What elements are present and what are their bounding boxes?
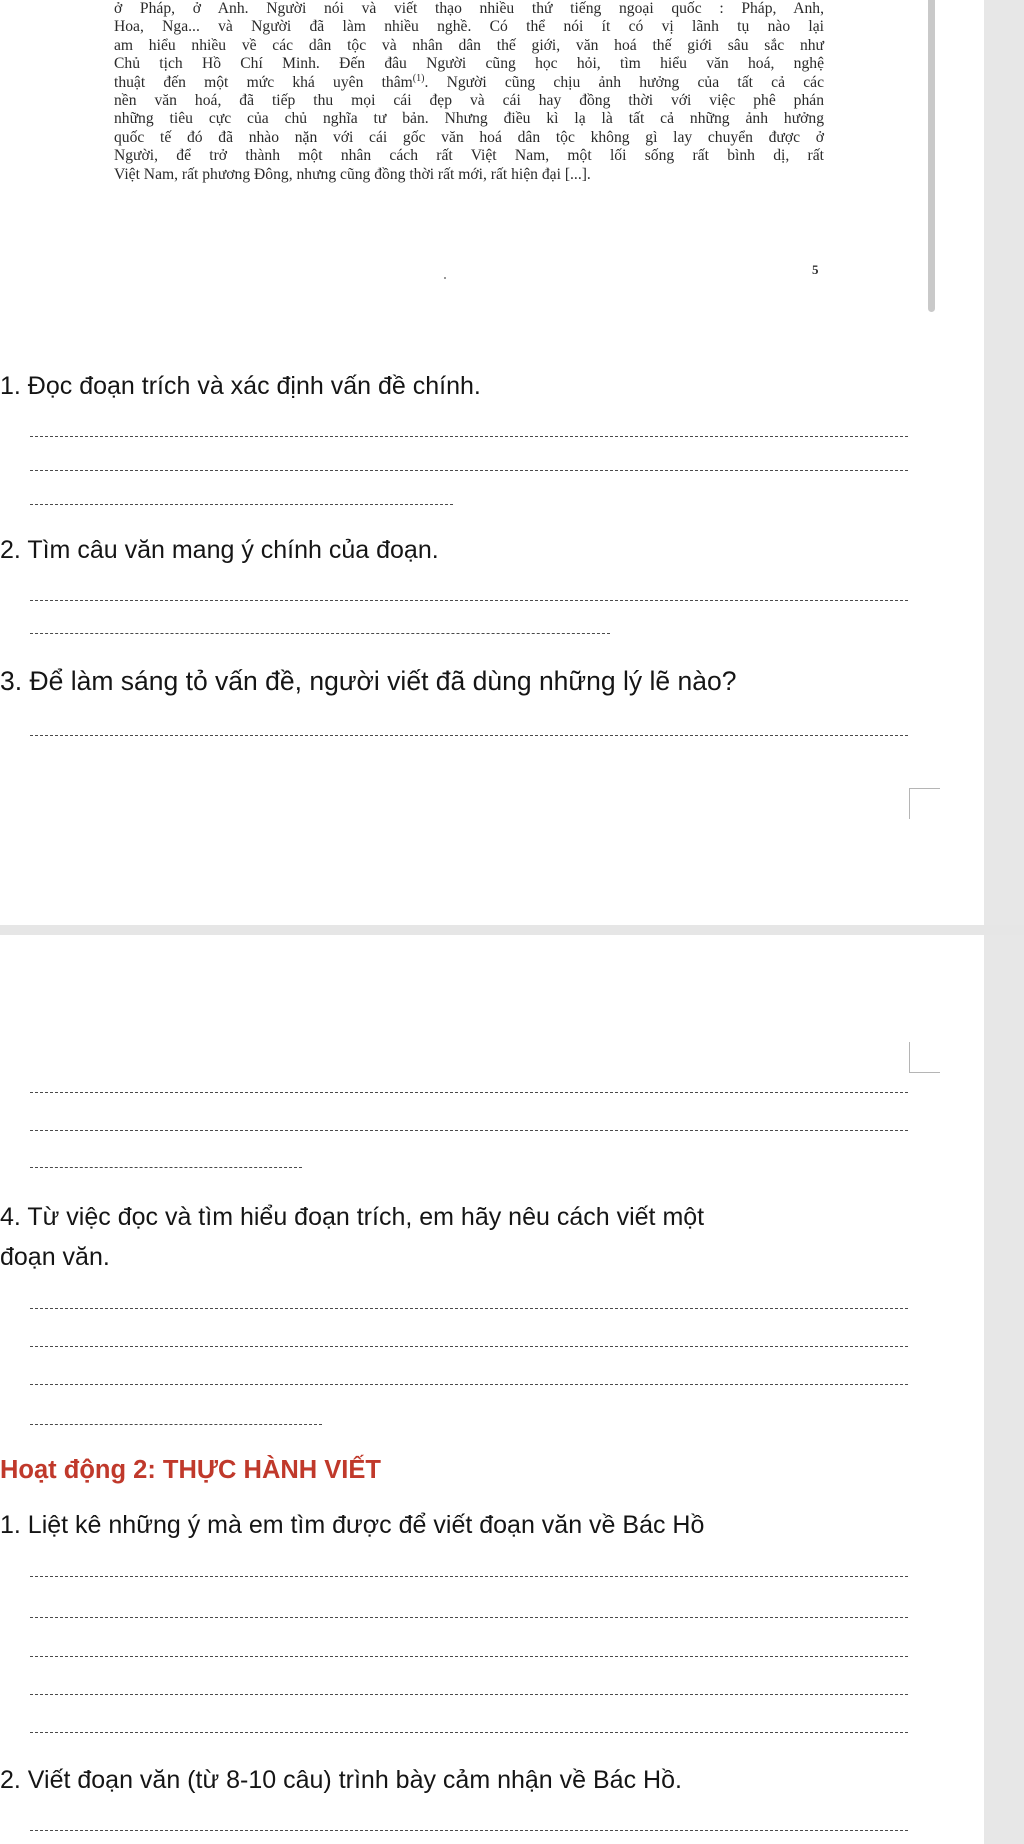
footnote-ref: (1) bbox=[412, 72, 425, 84]
answer-line[interactable] bbox=[30, 1424, 322, 1425]
answer-line[interactable] bbox=[30, 1617, 908, 1618]
excerpt-line bbox=[114, 74, 824, 92]
answer-line[interactable] bbox=[30, 504, 453, 505]
activity-2-question-2: 2. Viết đoạn văn (từ 8-10 câu) trình bày cảm nhận về Bác Hồ. bbox=[0, 1766, 682, 1794]
page-separator bbox=[0, 925, 1024, 935]
excerpt-line: ở Pháp, ở Anh. Người nói và viết thạo nhiều thứ tiếng ngoại quốc : Pháp, Anh, bbox=[114, 0, 824, 17]
page-corner-mark bbox=[909, 788, 940, 819]
excerpt-line-part: . Người cũng chịu ảnh hưởng của tất cả các bbox=[424, 73, 824, 91]
question-4: 4. Từ việc đọc và tìm hiểu đoạn trích, em hãy nêu cách viết một bbox=[0, 1203, 705, 1231]
answer-line[interactable] bbox=[30, 633, 610, 634]
activity-2-heading: Hoạt động 2: THỰC HÀNH VIẾT bbox=[0, 1456, 381, 1484]
book-excerpt bbox=[114, 0, 824, 184]
excerpt-line-part: thuật đến một mức khá uyên thâm bbox=[114, 73, 413, 91]
right-edge-strip bbox=[984, 0, 1024, 1844]
answer-line[interactable] bbox=[30, 1346, 908, 1347]
scrollbar-thumb[interactable] bbox=[928, 0, 935, 312]
answer-line[interactable] bbox=[30, 1830, 908, 1831]
excerpt-line: Chủ tịch Hồ Chí Minh. Đến đâu Người cũng học hỏi, tìm hiểu văn hoá, nghệ bbox=[114, 55, 824, 73]
answer-line[interactable] bbox=[30, 1656, 908, 1657]
answer-line[interactable] bbox=[30, 735, 908, 736]
scan-speck bbox=[444, 277, 446, 279]
excerpt-line: Người, để trở thành một nhân cách rất Việt Nam, một lối sống rất bình dị, rất bbox=[114, 147, 824, 165]
answer-line[interactable] bbox=[30, 1694, 908, 1695]
answer-line[interactable] bbox=[30, 1308, 908, 1309]
question-3: 3. Để làm sáng tỏ vấn đề, người viết đã dùng những lý lẽ nào? bbox=[0, 666, 737, 696]
page-corner-mark bbox=[909, 1042, 940, 1073]
answer-line[interactable] bbox=[30, 1167, 302, 1168]
answer-line[interactable] bbox=[30, 1732, 908, 1733]
activity-2-question-1: 1. Liệt kê những ý mà em tìm được để viết đoạn văn về Bác Hồ bbox=[0, 1511, 705, 1539]
question-4-continued: đoạn văn. bbox=[0, 1243, 110, 1271]
question-1: 1. Đọc đoạn trích và xác định vấn đề chính. bbox=[0, 372, 481, 400]
excerpt-line: nền văn hoá, đã tiếp thu mọi cái đẹp và cái hay đồng thời với việc phê phán bbox=[114, 92, 824, 110]
answer-line[interactable] bbox=[30, 1130, 908, 1131]
question-2: 2. Tìm câu văn mang ý chính của đoạn. bbox=[0, 536, 439, 564]
answer-line[interactable] bbox=[30, 600, 908, 601]
excerpt-line: Hoa, Nga... và Người đã làm nhiều nghề. Có thể nói ít có vị lãnh tụ nào lại bbox=[114, 18, 824, 36]
answer-line[interactable] bbox=[30, 1092, 908, 1093]
excerpt-line: am hiểu nhiều về các dân tộc và nhân dân thế giới, văn hoá thế giới sâu sắc như bbox=[114, 36, 824, 54]
answer-line[interactable] bbox=[30, 470, 908, 471]
excerpt-line: Việt Nam, rất phương Đông, nhưng cũng đồng thời rất mới, rất hiện đại [...]. bbox=[114, 165, 591, 183]
answer-line[interactable] bbox=[30, 1576, 908, 1577]
page-number: 5 bbox=[812, 262, 819, 277]
answer-line[interactable] bbox=[30, 436, 908, 437]
excerpt-line: những tiêu cực của chủ nghĩa tư bản. Nhưng điều kì lạ là tất cả những ảnh hưởng bbox=[114, 110, 824, 128]
excerpt-line: quốc tế đó đã nhào nặn với cái gốc văn hoá dân tộc không gì lay chuyển được ở bbox=[114, 128, 824, 146]
answer-line[interactable] bbox=[30, 1384, 908, 1385]
